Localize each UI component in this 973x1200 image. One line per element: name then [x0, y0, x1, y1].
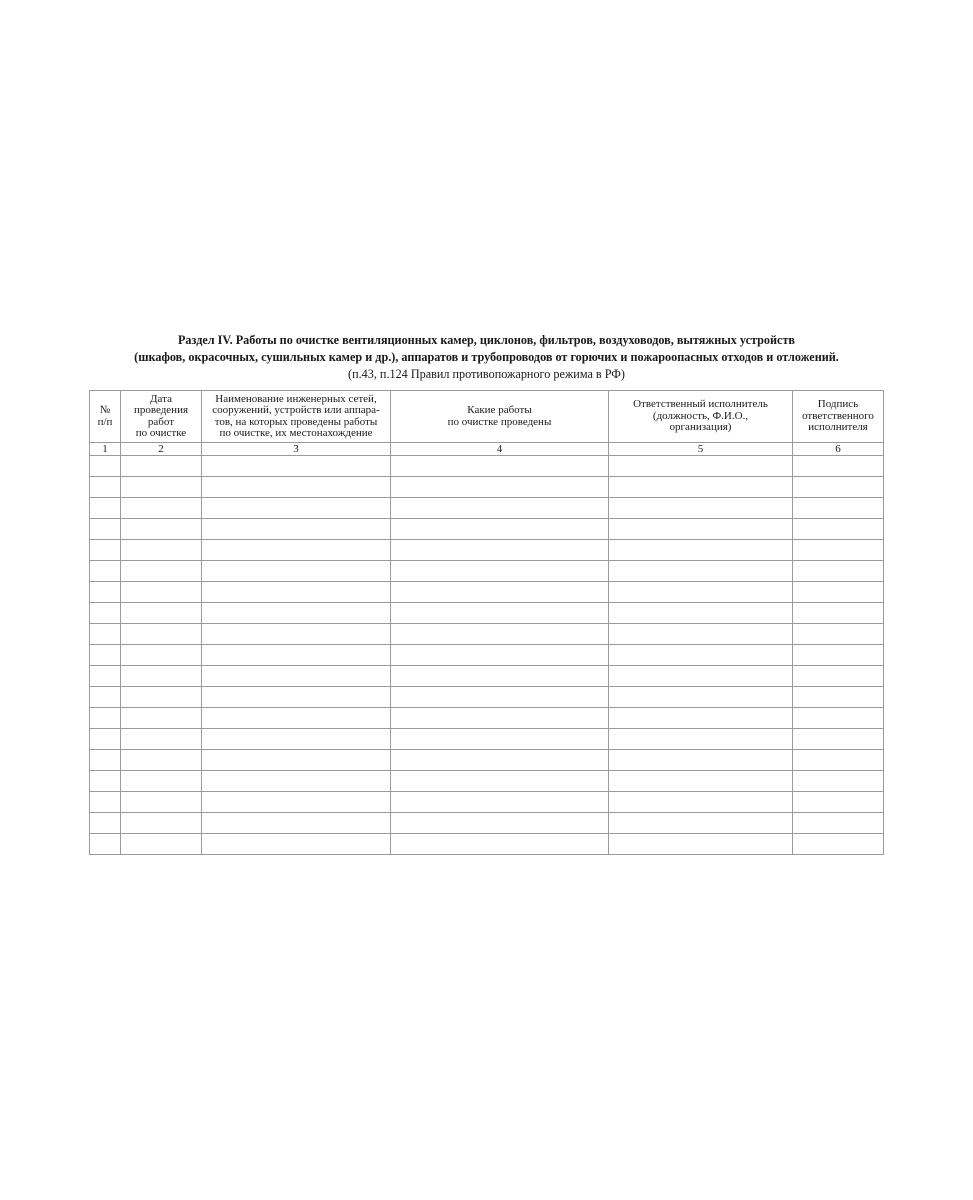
table-cell: [609, 708, 793, 729]
table-cell: [202, 771, 391, 792]
table-cell: [202, 498, 391, 519]
cleaning-log-table: [89, 390, 884, 855]
table-row: [90, 603, 884, 624]
table-cell: [391, 834, 609, 855]
table-cell: [391, 708, 609, 729]
table-cell: [90, 813, 121, 834]
table-row: [90, 519, 884, 540]
table-cell: [90, 708, 121, 729]
table-cell: [793, 603, 884, 624]
table-cell: [793, 834, 884, 855]
table-row: [90, 729, 884, 750]
table-cell: [121, 582, 202, 603]
table-cell: [793, 477, 884, 498]
table-cell: [121, 666, 202, 687]
table-cell: [90, 771, 121, 792]
table-cell: [121, 624, 202, 645]
table-cell: [202, 687, 391, 708]
column-header-date: Дата проведения работ по очистке: [121, 391, 202, 443]
table-cell: [391, 540, 609, 561]
table-cell: [793, 582, 884, 603]
table-cell: [90, 456, 121, 477]
table-cell: [609, 645, 793, 666]
table-cell: [793, 666, 884, 687]
table-cell: [90, 750, 121, 771]
table-row: [90, 561, 884, 582]
table-row: [90, 582, 884, 603]
table-cell: [609, 582, 793, 603]
table-row: [90, 540, 884, 561]
table-row: [90, 813, 884, 834]
table-row: [90, 645, 884, 666]
table-cell: [121, 687, 202, 708]
table-cell: [121, 519, 202, 540]
table-cell: [90, 687, 121, 708]
table-cell: [793, 540, 884, 561]
table-cell: [391, 519, 609, 540]
column-number-row: [90, 443, 884, 456]
table-cell: [609, 666, 793, 687]
table-row: [90, 708, 884, 729]
table-body: [90, 456, 884, 855]
table-cell: [90, 582, 121, 603]
table-cell: [202, 666, 391, 687]
table-cell: [793, 792, 884, 813]
table-cell: [121, 729, 202, 750]
table-cell: [609, 792, 793, 813]
table-cell: [609, 813, 793, 834]
table-cell: [90, 498, 121, 519]
table-cell: [202, 834, 391, 855]
table-cell: [793, 645, 884, 666]
column-header-signature: Подпись ответственного исполнителя: [793, 391, 884, 443]
section-heading: [0, 332, 973, 383]
table-cell: [391, 750, 609, 771]
column-header-number: № п/п: [90, 391, 121, 443]
column-number: 4: [391, 443, 609, 456]
table-cell: [90, 645, 121, 666]
table-cell: [609, 750, 793, 771]
table-cell: [202, 813, 391, 834]
table-cell: [391, 645, 609, 666]
table-row: [90, 834, 884, 855]
table-cell: [202, 750, 391, 771]
table-cell: [202, 645, 391, 666]
table-cell: [202, 792, 391, 813]
table-cell: [202, 540, 391, 561]
table-cell: [793, 456, 884, 477]
table-cell: [90, 729, 121, 750]
table-cell: [90, 603, 121, 624]
table-cell: [609, 624, 793, 645]
table-cell: [121, 708, 202, 729]
table-row: [90, 666, 884, 687]
table-cell: [121, 603, 202, 624]
table-cell: [90, 666, 121, 687]
table-cell: [391, 582, 609, 603]
table-header-row: [90, 391, 884, 443]
table-cell: [793, 519, 884, 540]
table-cell: [202, 708, 391, 729]
table-cell: [90, 519, 121, 540]
column-number: 6: [793, 443, 884, 456]
table-cell: [391, 813, 609, 834]
table-cell: [121, 477, 202, 498]
table-cell: [793, 708, 884, 729]
table-cell: [202, 456, 391, 477]
table-cell: [609, 729, 793, 750]
table-cell: [202, 519, 391, 540]
table-row: [90, 687, 884, 708]
table-cell: [121, 792, 202, 813]
column-number: 1: [90, 443, 121, 456]
column-number: 2: [121, 443, 202, 456]
table-cell: [609, 498, 793, 519]
column-header-works: Какие работы по очистке проведены: [391, 391, 609, 443]
table-row: [90, 792, 884, 813]
table-row: [90, 771, 884, 792]
table-cell: [202, 582, 391, 603]
table-cell: [793, 624, 884, 645]
table-cell: [391, 477, 609, 498]
table-cell: [609, 771, 793, 792]
table-cell: [391, 624, 609, 645]
table-cell: [121, 834, 202, 855]
table-cell: [793, 687, 884, 708]
table-cell: [609, 456, 793, 477]
table-cell: [202, 624, 391, 645]
table-cell: [793, 729, 884, 750]
table-cell: [391, 792, 609, 813]
table-cell: [793, 561, 884, 582]
table-cell: [121, 750, 202, 771]
table-cell: [609, 834, 793, 855]
table-cell: [90, 624, 121, 645]
table-cell: [202, 477, 391, 498]
table-cell: [121, 771, 202, 792]
table-cell: [121, 498, 202, 519]
column-number: 3: [202, 443, 391, 456]
table-cell: [391, 687, 609, 708]
table-cell: [609, 540, 793, 561]
table-cell: [121, 645, 202, 666]
table-cell: [121, 813, 202, 834]
column-number: 5: [609, 443, 793, 456]
table-cell: [90, 540, 121, 561]
table-cell: [202, 561, 391, 582]
table-row: [90, 498, 884, 519]
table-cell: [90, 834, 121, 855]
table-cell: [609, 561, 793, 582]
table-cell: [90, 561, 121, 582]
table-cell: [609, 603, 793, 624]
column-header-equipment: Наименование инженерных сетей, сооружений, устройств или аппара- тов, на которых проведены работы по очистке, их местонахождение: [202, 391, 391, 443]
table-cell: [391, 498, 609, 519]
table-cell: [202, 729, 391, 750]
table-row: [90, 477, 884, 498]
section-title-line-2: (шкафов, окрасочных, сушильных камер и др.), аппаратов и трубопроводов от горючих и пожароопасных отходов и отложений.: [134, 350, 839, 364]
section-reference: (п.43, п.124 Правил противопожарного режима в РФ): [348, 367, 625, 381]
table-cell: [90, 792, 121, 813]
section-title-line-1: Раздел IV. Работы по очистке вентиляционных камер, циклонов, фильтров, воздуховодов, вытяжных устройств: [177, 333, 796, 347]
table-cell: [121, 561, 202, 582]
table-cell: [793, 813, 884, 834]
table-cell: [391, 666, 609, 687]
table-cell: [793, 750, 884, 771]
table-cell: [202, 603, 391, 624]
table-cell: [609, 519, 793, 540]
table-cell: [391, 771, 609, 792]
table-cell: [391, 561, 609, 582]
table-row: [90, 624, 884, 645]
table-cell: [609, 687, 793, 708]
column-header-responsible: Ответственный исполнитель (должность, Ф.И.О., организация): [609, 391, 793, 443]
table-cell: [793, 771, 884, 792]
table-cell: [609, 477, 793, 498]
table-cell: [121, 456, 202, 477]
table-cell: [90, 477, 121, 498]
table-cell: [121, 540, 202, 561]
table-row: [90, 750, 884, 771]
table-cell: [391, 603, 609, 624]
table-row: [90, 456, 884, 477]
table-cell: [793, 498, 884, 519]
table-cell: [391, 456, 609, 477]
table-cell: [391, 729, 609, 750]
